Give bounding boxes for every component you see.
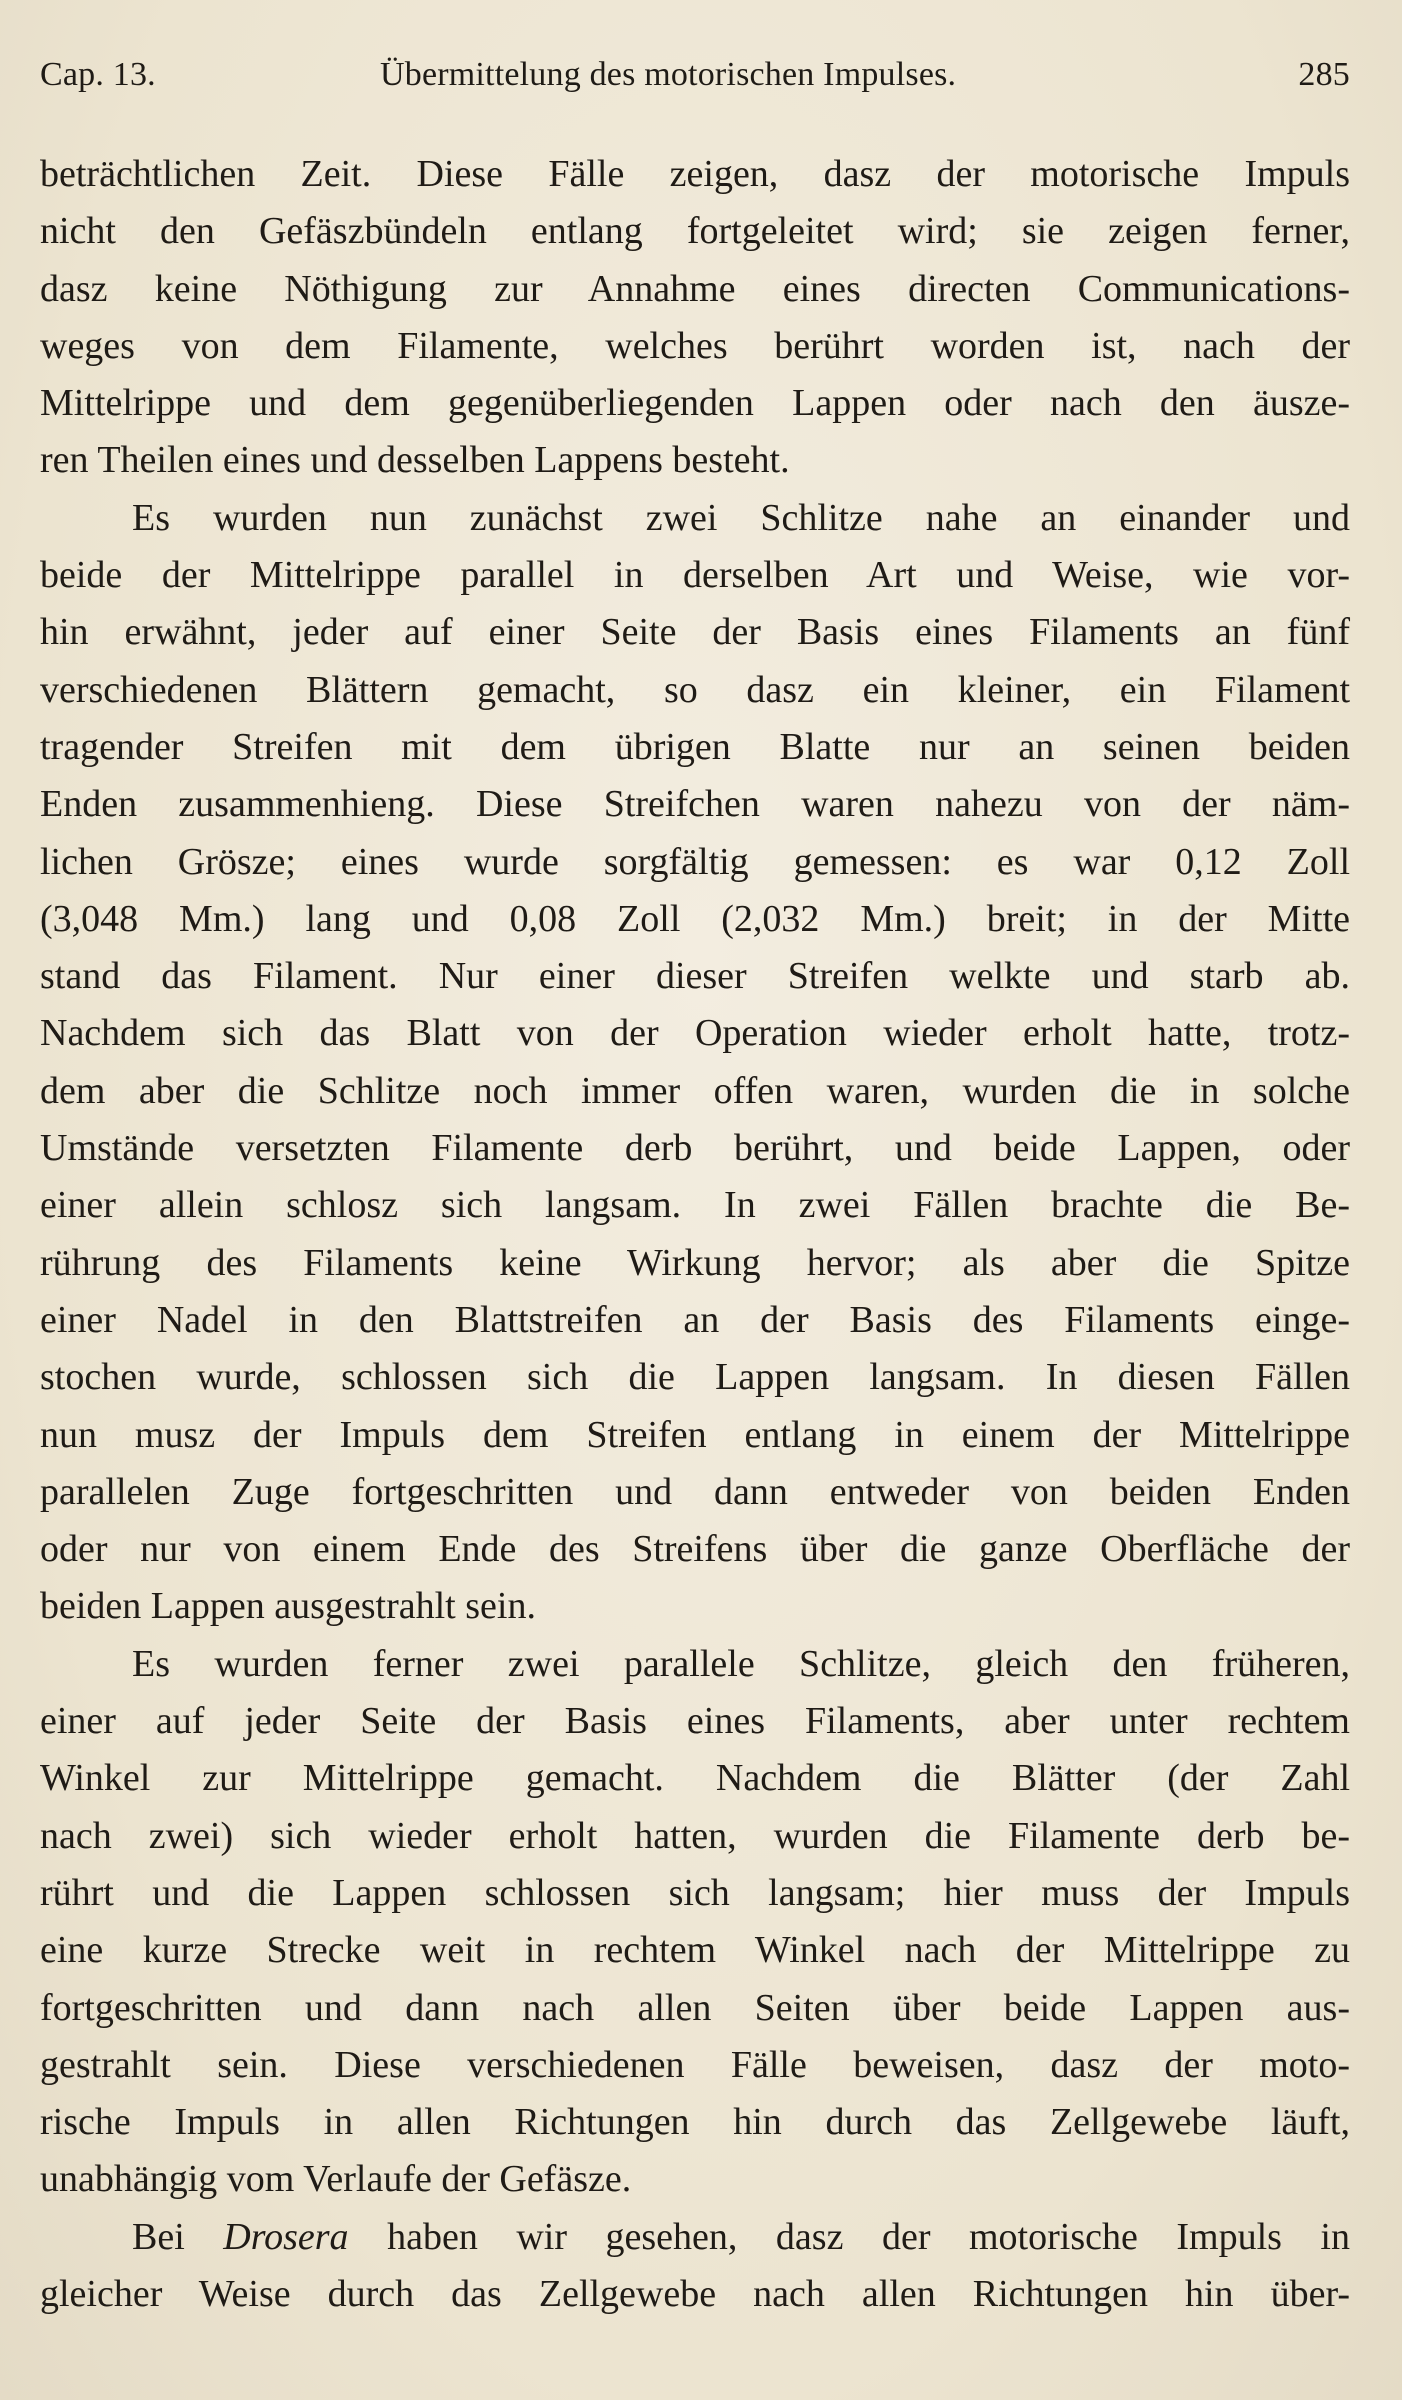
text-line: unabhängig vom Verlaufe der Gefäsze. [40, 2158, 632, 2201]
text-line: parallelen Zuge fortgeschritten und dann entweder von beiden Enden [40, 1470, 1350, 1513]
page-number: 285 [1298, 56, 1350, 93]
text-line: Mittelrippe und dem gegenüberliegenden Lappen oder nach den äusze- [40, 382, 1350, 425]
text-line: eine kurze Strecke weit in rechtem Winkel nach der Mittelrippe zu [40, 1929, 1350, 1972]
text-line: rührt und die Lappen schlossen sich langsam; hier muss der Impuls [40, 1871, 1350, 1914]
italic-genus-name: Drosera [223, 2215, 349, 2258]
text-line: nach zwei) sich wieder erholt hatten, wurden die Filamente derb be- [40, 1814, 1350, 1857]
text-line: rührung des Filaments keine Wirkung hervor; als aber die Spitze [40, 1241, 1350, 1284]
text-line: Umstände versetzten Filamente derb berührt, und beide Lappen, oder [40, 1127, 1350, 1170]
text-line: (3,048 Mm.) lang und 0,08 Zoll (2,032 Mm.) breit; in der Mitte [40, 897, 1350, 940]
text-line: Es wurden nun zunächst zwei Schlitze nahe an einander und [132, 496, 1350, 539]
text-line: beide der Mittelrippe parallel in derselben Art und Weise, wie vor- [40, 554, 1350, 597]
text-line: oder nur von einem Ende des Streifens über die ganze Oberfläche der [40, 1528, 1350, 1571]
text-line: lichen Grösze; eines wurde sorgfältig gemessen: es war 0,12 Zoll [40, 840, 1350, 883]
text-line: beiden Lappen ausgestrahlt sein. [40, 1585, 536, 1628]
text-line: tragender Streifen mit dem übrigen Blatte nur an seinen beiden [40, 725, 1350, 768]
text-line: verschiedenen Blättern gemacht, so dasz ein kleiner, ein Filament [40, 668, 1350, 711]
body-text [40, 146, 1350, 2323]
text-line: dasz keine Nöthigung zur Annahme eines directen Communications- [40, 267, 1350, 310]
text-run: haben wir gesehen, dasz der motorische Impuls in [348, 2215, 1350, 2258]
text-line: einer Nadel in den Blattstreifen an der Basis des Filaments einge- [40, 1298, 1350, 1341]
text-line: gestrahlt sein. Diese verschiedenen Fälle beweisen, dasz der moto- [40, 2043, 1350, 2086]
text-line: dem aber die Schlitze noch immer offen waren, wurden die in solche [40, 1069, 1350, 1112]
text-line: Nachdem sich das Blatt von der Operation wieder erholt hatte, trotz- [40, 1012, 1350, 1055]
text-line: Winkel zur Mittelrippe gemacht. Nachdem die Blätter (der Zahl [40, 1757, 1350, 1800]
text-line: rische Impuls in allen Richtungen hin durch das Zellgewebe läuft, [40, 2101, 1350, 2144]
text-line: stand das Filament. Nur einer dieser Streifen welkte und starb ab. [40, 955, 1350, 998]
text-line: beträchtlichen Zeit. Diese Fälle zeigen, dasz der motorische Impuls [40, 153, 1350, 195]
text-line: gleicher Weise durch das Zellgewebe nach allen Richtungen hin über- [40, 2272, 1350, 2315]
text-line: ren Theilen eines und desselben Lappens besteht. [40, 439, 790, 482]
text-line: Es wurden ferner zwei parallele Schlitze, gleich den früheren, [132, 1642, 1350, 1685]
chapter-label: Cap. 13. [40, 56, 156, 93]
text-line: fortgeschritten und dann nach allen Seiten über beide Lappen aus- [40, 1986, 1350, 2029]
text-line: stochen wurde, schlossen sich die Lappen langsam. In diesen Fällen [40, 1356, 1350, 1399]
text-line: einer allein schlosz sich langsam. In zwei Fällen brachte die Be- [40, 1184, 1350, 1227]
text-line: Enden zusammenhieng. Diese Streifchen waren nahezu von der näm- [40, 783, 1350, 826]
text-line: einer auf jeder Seite der Basis eines Filaments, aber unter rechtem [40, 1700, 1350, 1743]
text-line: nun musz der Impuls dem Streifen entlang in einem der Mittelrippe [40, 1413, 1350, 1456]
text-line: weges von dem Filamente, welches berührt worden ist, nach der [40, 324, 1350, 367]
text-line: nicht den Gefäszbündeln entlang fortgeleitet wird; sie zeigen ferner, [40, 210, 1350, 253]
running-title: Übermittelung des motorischen Impulses. [380, 56, 957, 93]
text-line [40, 2209, 1350, 2266]
running-header [40, 56, 1350, 106]
text-line: hin erwähnt, jeder auf einer Seite der Basis eines Filaments an fünf [40, 611, 1350, 654]
text-run: Bei [132, 2215, 224, 2258]
